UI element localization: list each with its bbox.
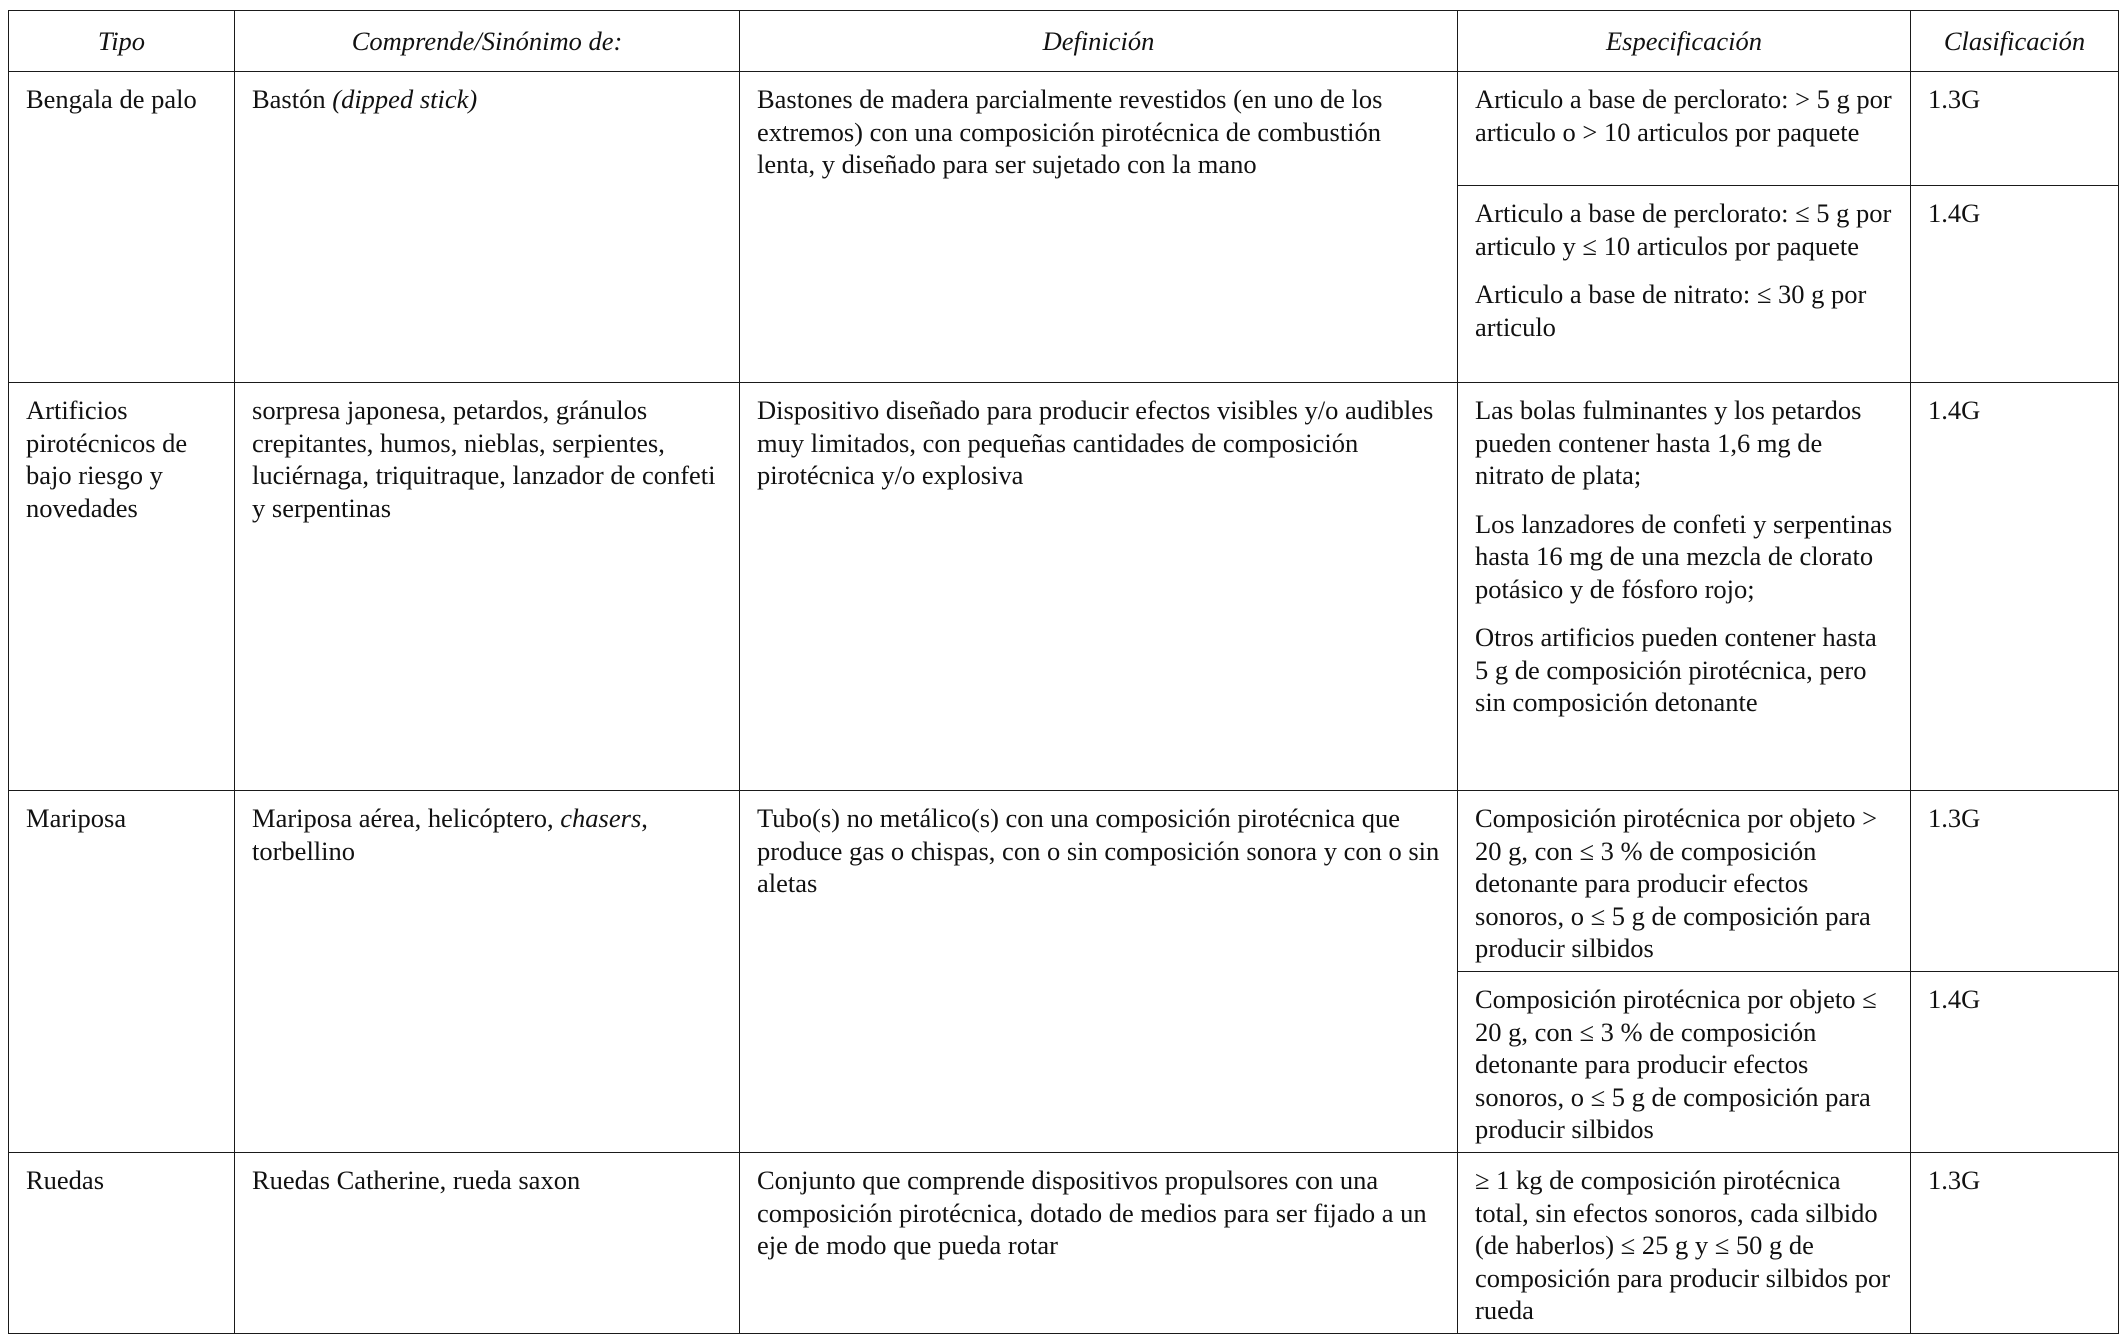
comprende-tail-text: , torbellino — [252, 803, 648, 866]
fireworks-classification-table — [8, 10, 2119, 1334]
cell-especificacion: Articulo a base de perclorato: > 5 g por articulo o > 10 articulos por paquete — [1458, 72, 1911, 186]
spec-item: Articulo a base de perclorato: ≤ 5 g por articulo y ≤ 10 articulos por paquete — [1475, 198, 1892, 261]
cell-clasificacion: 1.3G — [1911, 791, 2119, 972]
header-tipo: Tipo — [9, 11, 235, 72]
header-comprende: Comprende/Sinónimo de: — [235, 11, 740, 72]
cell-definicion: Dispositivo diseñado para producir efectos visibles y/o audibles muy limitados, con pequeñas cantidades de composición pirotécnica y/o explosiva — [740, 383, 1458, 791]
cell-especificacion: Composición pirotécnica por objeto > 20 g, con ≤ 3 % de composición detonante para producir efectos sonoros, o ≤ 5 g de composición para producir silbidos — [1458, 791, 1911, 972]
spec-item: Las bolas fulminantes y los petardos pueden contener hasta 1,6 mg de nitrato de plata; — [1475, 395, 1862, 490]
table-row — [9, 72, 2119, 186]
cell-tipo: Bengala de palo — [9, 72, 235, 383]
cell-tipo: Mariposa — [9, 791, 235, 1153]
cell-comprende: Ruedas Catherine, rueda saxon — [235, 1153, 740, 1334]
cell-clasificacion: 1.3G — [1911, 1153, 2119, 1334]
cell-clasificacion: 1.4G — [1911, 972, 2119, 1153]
cell-definicion: Conjunto que comprende dispositivos propulsores con una composición pirotécnica, dotado de medios para ser fijado a un eje de modo que pueda rotar — [740, 1153, 1458, 1334]
cell-especificacion — [1458, 383, 1911, 791]
table-row — [9, 1153, 2119, 1334]
spec-item: Articulo a base de nitrato: ≤ 30 g por articulo — [1475, 279, 1867, 342]
cell-especificacion: ≥ 1 kg de composición pirotécnica total, sin efectos sonoros, cada silbido (de haberlos) ≤ 25 g y ≤ 50 g de composición para producir silbidos por rueda — [1458, 1153, 1911, 1334]
cell-clasificacion: 1.4G — [1911, 383, 2119, 791]
header-especificacion: Especificación — [1458, 11, 1911, 72]
cell-definicion: Tubo(s) no metálico(s) con una composición pirotécnica que produce gas o chispas, con o sin composición sonora y con o sin aletas — [740, 791, 1458, 1153]
cell-clasificacion: 1.3G — [1911, 72, 2119, 186]
cell-especificacion: Composición pirotécnica por objeto ≤ 20 g, con ≤ 3 % de composición detonante para producir efectos sonoros, o ≤ 5 g de composición para producir silbidos — [1458, 972, 1911, 1153]
cell-tipo: Ruedas — [9, 1153, 235, 1334]
cell-tipo: Artificios pirotécnicos de bajo riesgo y novedades — [9, 383, 235, 791]
comprende-text: Mariposa aérea, helicóptero, — [252, 803, 561, 833]
spec-item: Los lanzadores de confeti y serpentinas hasta 16 mg de una mezcla de clorato potásico y de fósforo rojo; — [1475, 508, 1893, 604]
comprende-text: Bastón — [252, 84, 333, 114]
table-row — [9, 383, 2119, 791]
cell-comprende: sorpresa japonesa, petardos, gránulos crepitantes, humos, nieblas, serpientes, luciérnaga, triquitraque, lanzador de confeti y serpentinas — [235, 383, 740, 791]
comprende-italic-text: chasers — [560, 803, 642, 833]
cell-comprende — [235, 72, 740, 383]
cell-clasificacion: 1.4G — [1911, 186, 2119, 383]
cell-definicion: Bastones de madera parcialmente revestidos (en uno de los extremos) con una composición pirotécnica de combustión lenta, y diseñado para ser sujetado con la mano — [740, 72, 1458, 383]
table-row — [9, 791, 2119, 972]
comprende-italic-text: (dipped stick) — [332, 84, 478, 114]
table-header-row — [9, 11, 2119, 72]
header-clasificacion: Clasificación — [1911, 11, 2119, 72]
cell-especificacion — [1458, 186, 1911, 383]
header-definicion: Definición — [740, 11, 1458, 72]
cell-comprende — [235, 791, 740, 1153]
spec-item: Otros artificios pueden contener hasta 5 g de composición pirotécnica, pero sin composición detonante — [1475, 622, 1877, 717]
